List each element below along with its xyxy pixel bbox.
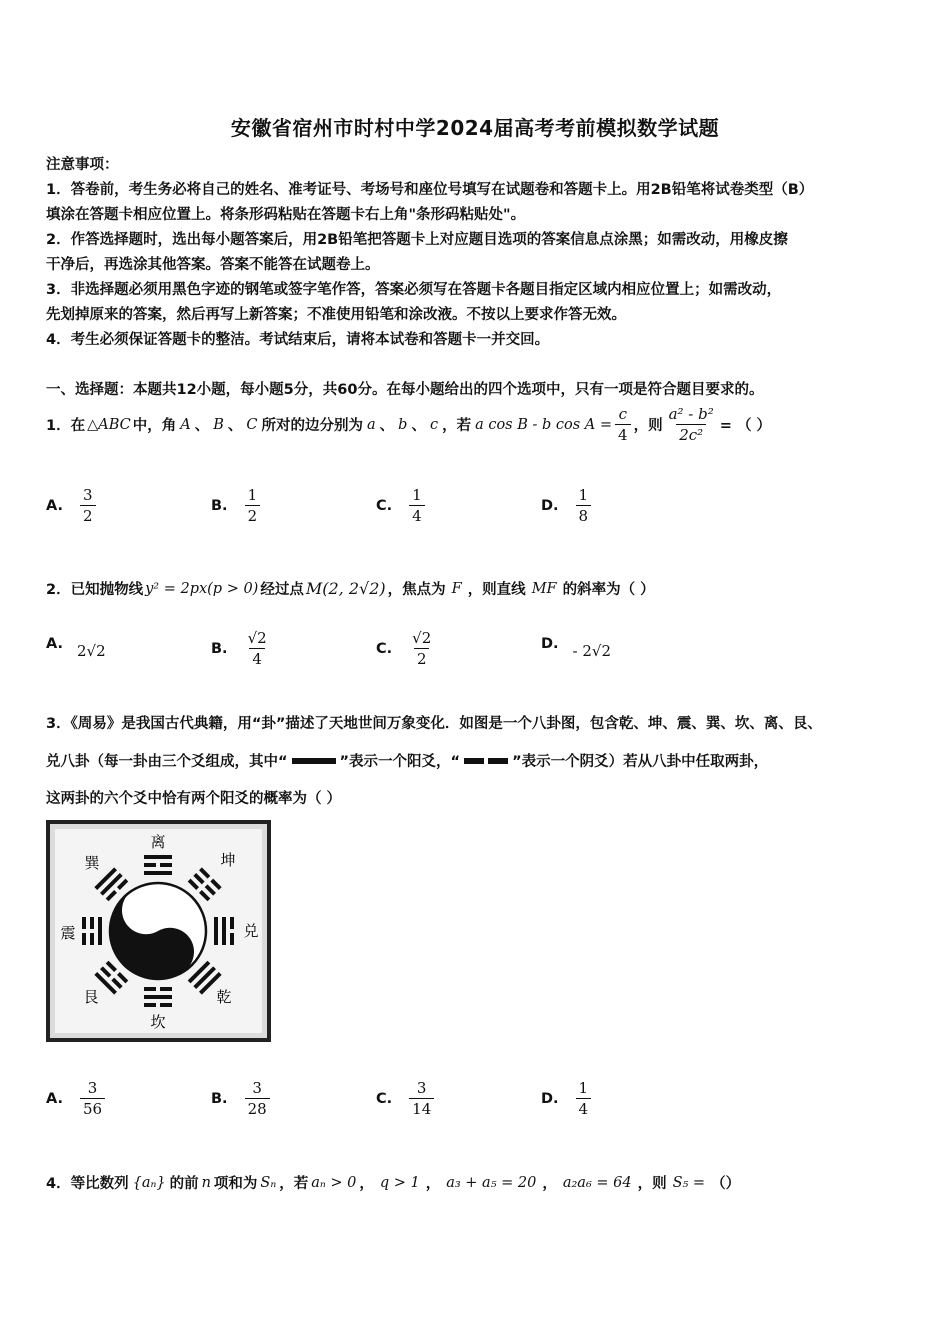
q3-text: 兑八卦（每一卦由三个爻组成，其中“ — [46, 754, 288, 770]
q4-condition-2: q > 1 — [379, 1174, 420, 1191]
option-fraction — [245, 1078, 270, 1119]
q1-option-b[interactable] — [211, 485, 263, 526]
option-fraction — [245, 485, 261, 526]
q1-text: ，则 — [633, 418, 663, 434]
option-fraction — [80, 485, 96, 526]
option-label: A. — [46, 636, 63, 652]
q3-line-1: 3．《周易》是我国古代典籍，用“卦”描述了天地世间万象变化．如图是一个八卦图，包含乾、坤、震、巽、坎、离、艮、 — [46, 716, 822, 732]
option-fraction — [409, 628, 434, 669]
option-fraction — [80, 1078, 105, 1119]
q1-condition: a cos B - b cos A = — [475, 416, 613, 433]
option-fraction — [576, 1078, 592, 1119]
option-label: A. — [46, 1090, 63, 1107]
fraction-denominator: 2 — [80, 505, 96, 526]
q4-sep: ， — [425, 1176, 441, 1192]
question-4 — [46, 1172, 740, 1193]
q4-text: ，若 — [279, 1176, 309, 1192]
fraction-numerator: 1 — [578, 1079, 589, 1097]
q1-side-b: b — [398, 416, 408, 433]
q1-angle-c: C — [246, 416, 258, 433]
notice-line-7: 4．考生必须保证答题卡的整洁。考试结束后，请将本试卷和答题卡一并交回。 — [46, 332, 550, 348]
option-label: C. — [376, 640, 393, 657]
q3-option-a[interactable] — [46, 1078, 108, 1119]
q4-target-sum: S₅ = — [672, 1174, 706, 1191]
question-2 — [46, 578, 655, 599]
notice-heading: 注意事项： — [46, 157, 119, 173]
q2-option-b[interactable] — [211, 628, 273, 669]
q2-text: ，则直线 — [467, 582, 526, 598]
option-label: D. — [541, 1090, 559, 1107]
option-label: C. — [376, 497, 393, 514]
page-title: 安徽省宿州市时村中学2024届高考考前模拟数学试题 — [230, 116, 720, 140]
q1-angle-a: A — [180, 416, 191, 433]
q2-text: 经过点 — [260, 582, 304, 598]
option-label: D. — [541, 636, 559, 652]
trigram-label-kun: 坤 — [220, 851, 236, 869]
fraction-numerator: 3 — [83, 486, 93, 504]
q2-option-c[interactable] — [376, 628, 437, 669]
trigram-label-xun: 巽 — [84, 854, 100, 872]
notice-line-6: 先划掉原来的答案，然后再写上新答案；不准使用铅笔和涂改液。不按以上要求作答无效。 — [46, 307, 626, 323]
question-1 — [46, 404, 771, 445]
q4-text: 项和为 — [213, 1176, 258, 1192]
q1-side-c: c — [429, 416, 439, 433]
option-label: B. — [211, 1090, 228, 1107]
trigram-label-qian: 乾 — [216, 988, 232, 1006]
notice-line-5: 3．非选择题必须用黑色字迹的钢笔或签字笔作答，答案必须写在答题卡各题目指定区域内相应位置上；如需改动， — [46, 282, 782, 298]
q1-text: 中，角 — [132, 418, 177, 434]
fraction-numerator: 3 — [87, 1079, 98, 1097]
fraction-denominator: 4 — [249, 648, 265, 669]
option-fraction — [245, 628, 270, 669]
q1-option-d[interactable] — [541, 485, 594, 526]
trigram-label-gen: 艮 — [83, 988, 99, 1006]
option-fraction — [576, 485, 592, 526]
fraction-numerator: 1 — [247, 486, 258, 504]
fraction-denominator: 28 — [245, 1098, 270, 1119]
q2-text: 2．已知抛物线 — [46, 582, 144, 598]
q2-text: ，焦点为 — [387, 582, 446, 598]
fraction-denominator: 56 — [80, 1098, 105, 1119]
q2-focus: F — [451, 580, 462, 597]
q3-option-c[interactable] — [376, 1078, 437, 1119]
q2-option-d[interactable] — [541, 628, 611, 660]
q4-sep: ， — [359, 1176, 374, 1192]
q3-option-b[interactable] — [211, 1078, 273, 1119]
q4-condition-3: a₃ + a₅ = 20 — [446, 1174, 537, 1191]
q2-parabola-equation: y² = 2px(p > 0) — [145, 580, 259, 597]
fraction-denominator: 14 — [409, 1098, 434, 1119]
q1-expression-fraction — [666, 404, 717, 445]
trigram-label-kan: 坎 — [150, 1013, 166, 1031]
fraction-numerator: √2 — [247, 629, 267, 647]
q2-point: M(2, 2√2) — [305, 579, 386, 598]
q2-text: 的斜率为（ ） — [562, 582, 655, 598]
q1-angle-b: B — [213, 416, 224, 433]
q2-option-a[interactable] — [46, 628, 106, 660]
fraction-numerator: 1 — [412, 486, 422, 504]
trigram-label-li: 离 — [150, 833, 166, 851]
q4-text: ，则 — [637, 1176, 667, 1192]
q4-condition-1: aₙ > 0 — [311, 1174, 357, 1191]
q1-sep: 、 — [194, 418, 210, 434]
notice-line-4: 干净后，再选涂其他答案。答案不能答在试题卷上。 — [46, 257, 380, 273]
q3-text: ”表示一个阳爻，“ — [339, 754, 461, 770]
q1-option-c[interactable] — [376, 485, 428, 526]
fraction-denominator: 2 — [414, 648, 430, 669]
section-heading: 一、选择题：本题共12小题，每小题5分，共60分。在每小题给出的四个选项中，只有一项是符合题目要求的。 — [46, 382, 764, 398]
fraction-denominator: 8 — [576, 505, 592, 526]
q3-line-3: 这两卦的六个爻中恰有两个阳爻的概率为（ ） — [46, 791, 342, 807]
yin-line-icon — [464, 758, 508, 764]
q4-text: 4．等比数列 — [46, 1176, 129, 1192]
q3-option-d[interactable] — [541, 1078, 594, 1119]
fraction-denominator: 2c² — [676, 424, 706, 445]
fraction-denominator: 4 — [615, 424, 631, 445]
option-fraction — [409, 485, 425, 526]
fraction-numerator: 3 — [252, 1079, 262, 1097]
q4-n: n — [201, 1174, 211, 1191]
yang-line-icon — [292, 758, 336, 764]
q1-text: ，若 — [442, 418, 472, 434]
option-fraction — [409, 1078, 434, 1119]
q1-text: 所对的边分别为 — [261, 418, 363, 434]
fraction-denominator: 4 — [576, 1098, 592, 1119]
fraction-numerator: 1 — [578, 486, 589, 504]
q2-line-mf: MF — [531, 580, 557, 597]
q3-line-2 — [46, 750, 768, 771]
option-label: B. — [211, 640, 228, 657]
fraction-numerator: √2 — [412, 629, 432, 647]
q1-text: 1．在 — [46, 418, 86, 434]
q1-side-a: a — [367, 416, 376, 433]
q4-sequence: {aₙ} — [132, 1174, 166, 1191]
trigram-label-zhen: 震 — [60, 924, 76, 942]
fraction-denominator: 4 — [409, 505, 425, 526]
q4-condition-4: a₂a₆ = 64 — [562, 1174, 632, 1191]
q3-text: ”表示一个阴爻）若从八卦中任取两卦， — [512, 754, 769, 770]
fraction-numerator: 3 — [416, 1079, 427, 1097]
notice-line-2: 填涂在答题卡相应位置上。将条形码粘贴在答题卡右上角"条形码粘贴处"。 — [46, 207, 526, 223]
q1-option-a[interactable] — [46, 485, 99, 526]
notice-line-3: 2．作答选择题时，选出每小题答案后，用2B铅笔把答题卡上对应题目选项的答案信息点涂黑；如需改动，用橡皮擦 — [46, 232, 788, 248]
q4-text: （） — [711, 1176, 741, 1192]
q1-triangle: △ABC — [87, 416, 131, 433]
q4-sep: ， — [542, 1176, 557, 1192]
q1-sep: 、 — [379, 418, 395, 434]
option-label: B. — [211, 497, 228, 514]
bagua-diagram — [46, 820, 271, 1042]
q1-condition-fraction — [615, 404, 631, 445]
q1-sep: 、 — [411, 418, 426, 434]
q4-text: 的前 — [169, 1176, 199, 1192]
q1-sep: 、 — [227, 418, 243, 434]
option-value: - 2√2 — [572, 642, 612, 660]
option-label: D. — [541, 497, 559, 514]
q1-text: = （ ） — [719, 418, 772, 434]
option-label: A. — [46, 497, 63, 514]
fraction-numerator: a² - b² — [668, 405, 714, 423]
trigram-label-dui: 兑 — [243, 922, 259, 940]
notice-line-1: 1．答卷前，考生务必将自己的姓名、准考证号、考场号和座位号填写在试题卷和答题卡上。用2B铅笔将试卷类型（B） — [46, 182, 814, 198]
fraction-numerator: c — [618, 405, 627, 423]
option-value: 2√2 — [77, 642, 106, 660]
fraction-denominator: 2 — [245, 505, 261, 526]
option-label: C. — [376, 1090, 393, 1107]
q4-sum: Sₙ — [260, 1174, 277, 1191]
